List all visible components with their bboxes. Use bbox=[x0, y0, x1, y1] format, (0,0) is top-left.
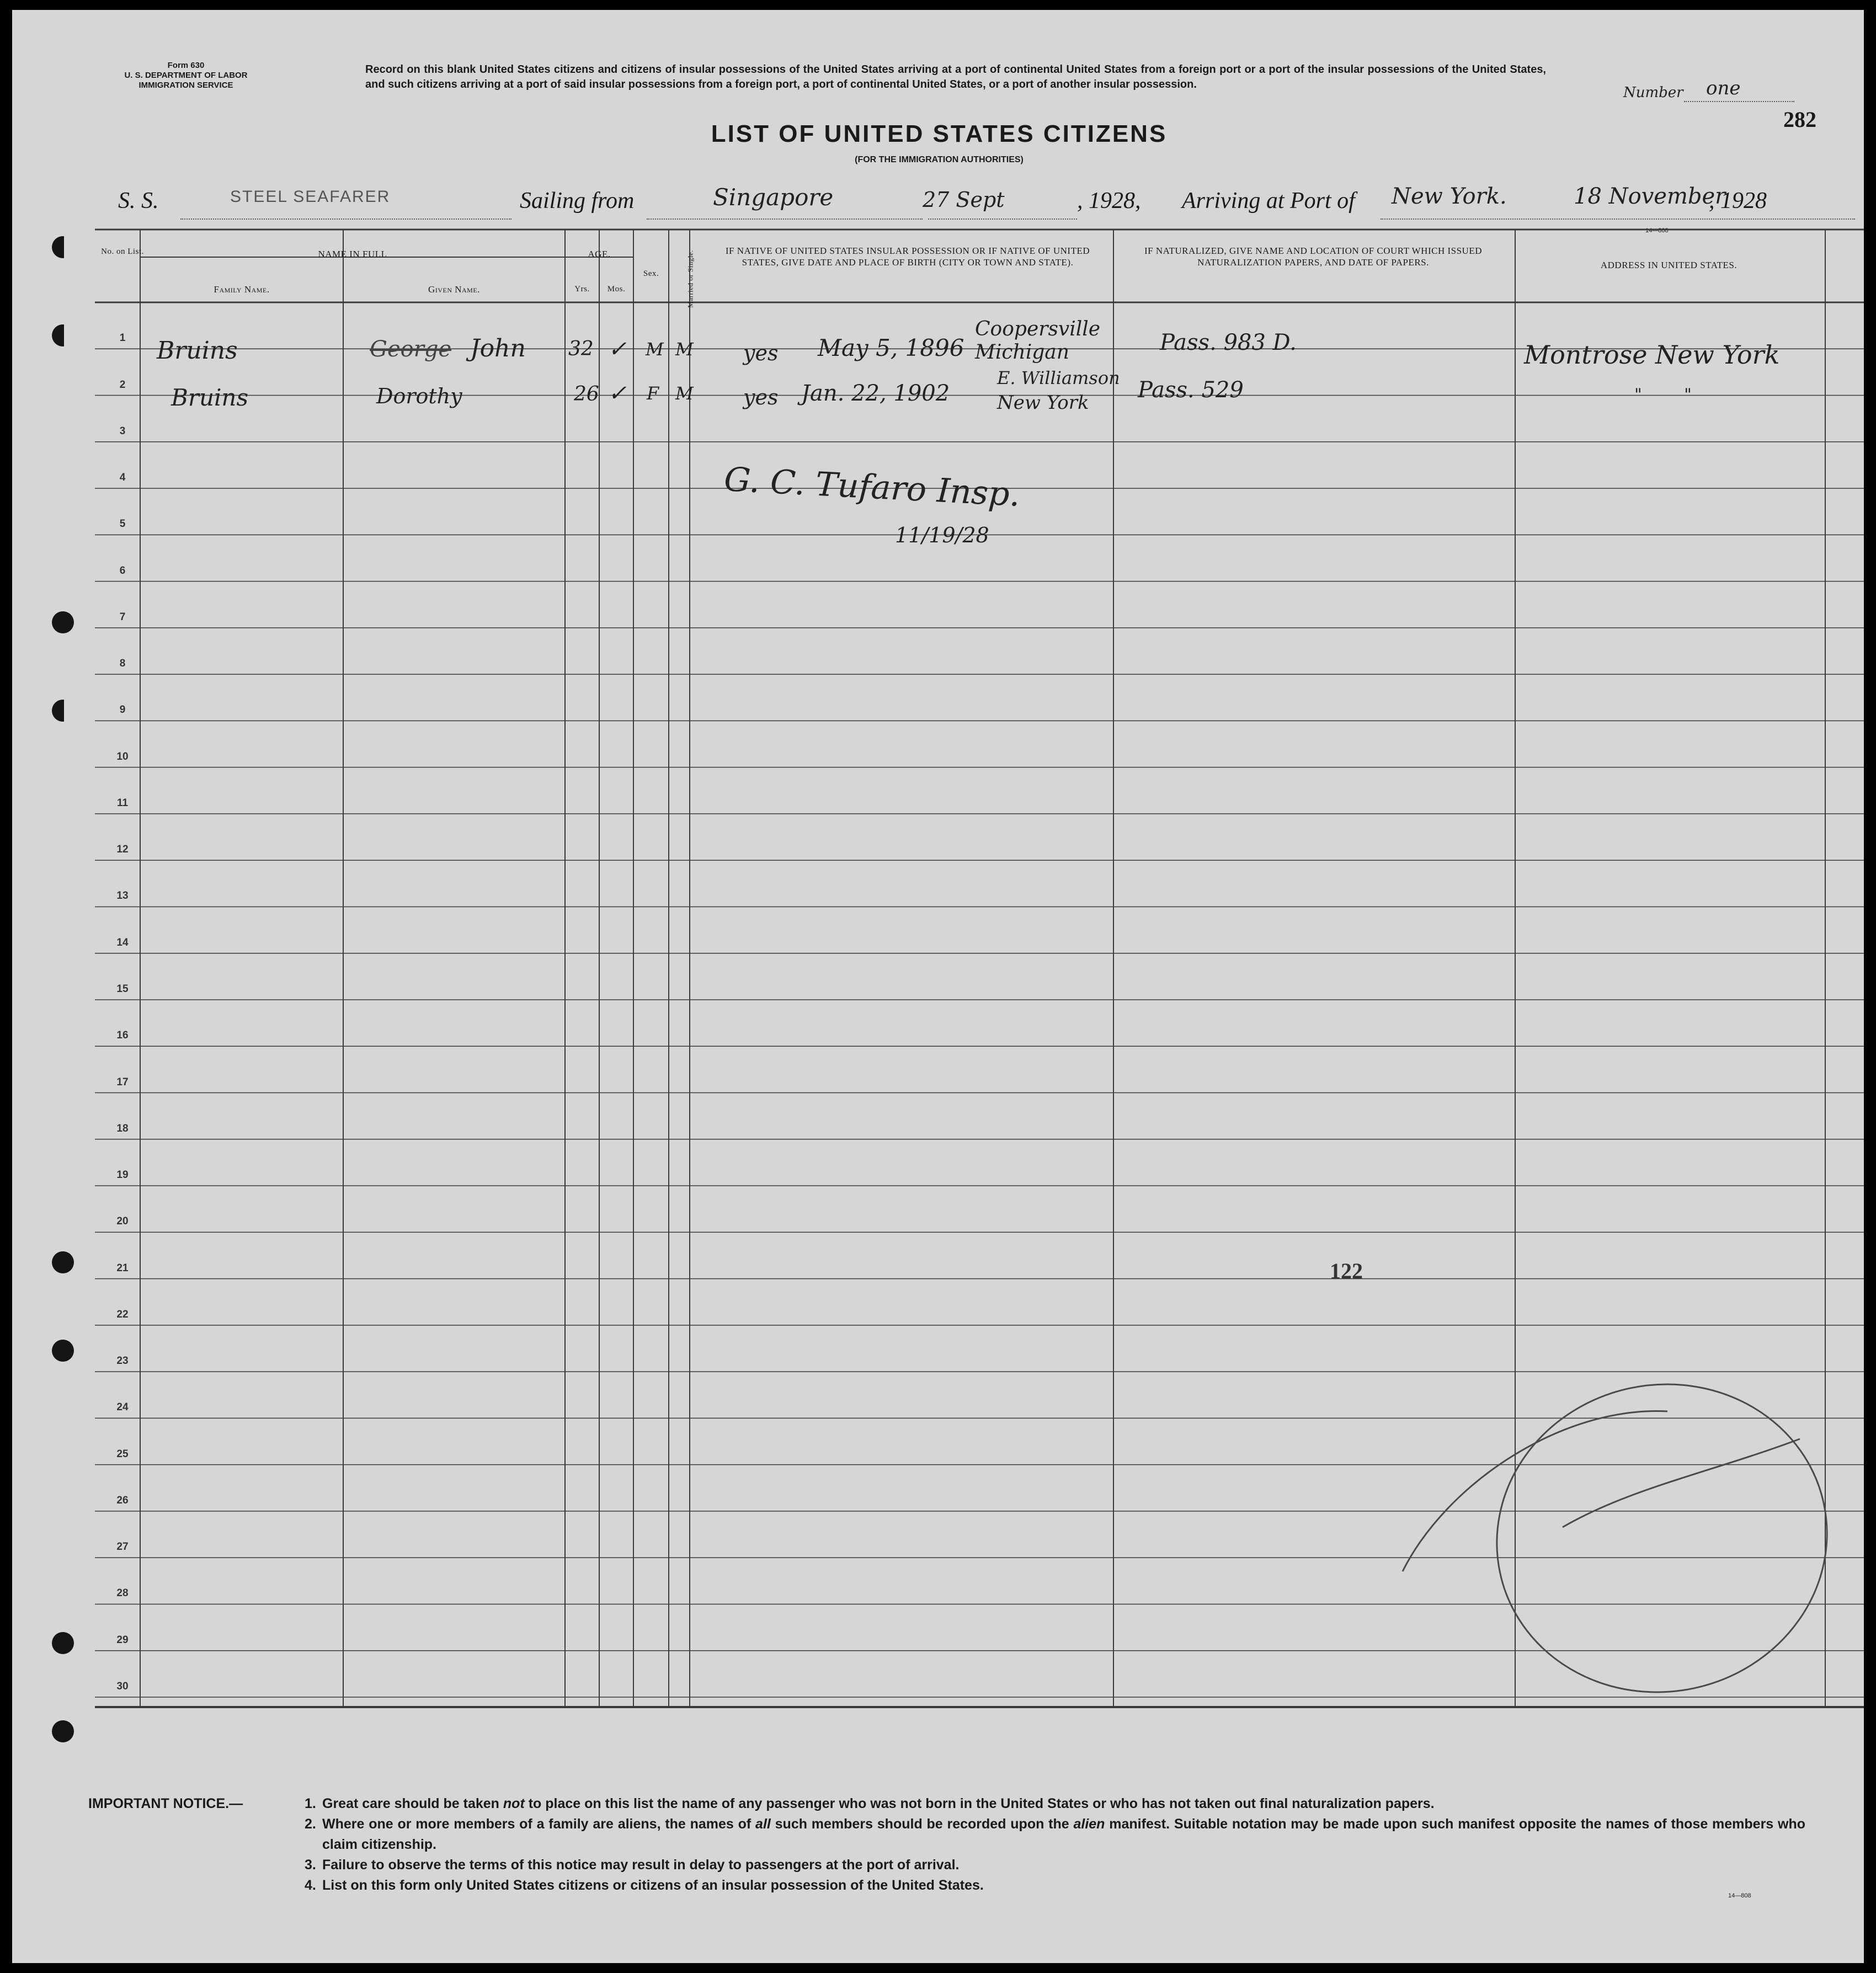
sailing-date: 27 Sept bbox=[923, 188, 1005, 212]
entry-1-sex: M bbox=[646, 339, 664, 360]
notice-item-2 bbox=[305, 1814, 1805, 1855]
row-number: 26 bbox=[116, 1494, 129, 1506]
instructions-text: Record on this blank United States citizens and citizens of insular possessions of the United States arriving at a port of continental United States from a foreign port or a port of the insular possessions of the United States, and such citizens arriving at a port of said insular possessions from a foreign port, a port of continental United States, or a port of another insular possession. bbox=[365, 63, 1546, 90]
row-number: 21 bbox=[116, 1262, 129, 1274]
header-yrs: Yrs. bbox=[574, 285, 590, 294]
notice-emphasis: all bbox=[755, 1816, 771, 1832]
number-value: one bbox=[1706, 77, 1741, 99]
entry-1-birth-place-city: Coopersville bbox=[975, 318, 1101, 340]
entry-1-marital: M bbox=[675, 339, 694, 360]
notice-text: manifest. Suitable notation may be made upon such manifest opposite the names of those members who claim citizenship. bbox=[322, 1816, 1805, 1852]
notice-item-text bbox=[322, 1814, 1805, 1855]
number-label: Number bbox=[1623, 84, 1683, 101]
notice-item-4 bbox=[305, 1875, 1805, 1896]
print-code-top: 14—808 bbox=[1645, 227, 1669, 234]
entry-2-birth-date: Jan. 22, 1902 bbox=[801, 381, 950, 406]
arriving-date: 18 November bbox=[1574, 184, 1726, 209]
sailing-from-label: Sailing from bbox=[520, 188, 635, 214]
notice-item-number: 3. bbox=[305, 1857, 316, 1873]
row-number: 12 bbox=[116, 844, 129, 856]
row-number: 23 bbox=[116, 1355, 129, 1367]
stamp-number: 122 bbox=[1330, 1259, 1363, 1283]
row-number: 13 bbox=[116, 890, 129, 902]
header-family-name: Family Name. bbox=[214, 284, 270, 295]
header-naturalized-info: IF NATURALIZED, GIVE NAME AND LOCATION OF COURT WHICH ISSUED NATURALIZATION PAPERS, AND DATE OF PAPERS. bbox=[1144, 246, 1482, 268]
entry-2-native-yes: yes bbox=[743, 385, 779, 409]
notice-text: such members should be recorded upon the bbox=[770, 1816, 1074, 1832]
notice-list bbox=[305, 1794, 1805, 1896]
row-number: 6 bbox=[119, 564, 126, 577]
page-stamp: 282 bbox=[1783, 107, 1816, 132]
form-sheet bbox=[12, 10, 1864, 1963]
row-number: 10 bbox=[116, 750, 129, 762]
notice-label: IMPORTANT NOTICE.— bbox=[88, 1796, 243, 1811]
ss-label: S. S. bbox=[118, 188, 159, 214]
row-number: 18 bbox=[116, 1122, 129, 1134]
notice-item-text: List on this form only United States citizens or citizens of an insular possession of the United States. bbox=[322, 1878, 984, 1893]
notice-item-text bbox=[322, 1794, 1435, 1814]
row-number: 19 bbox=[116, 1169, 129, 1181]
row-number: 15 bbox=[116, 983, 129, 995]
entry-2-family-name: Bruins bbox=[171, 384, 249, 411]
arriving-port: New York. bbox=[1392, 184, 1507, 209]
page-subtitle: (FOR THE IMMIGRATION AUTHORITIES) bbox=[855, 155, 1024, 164]
row-number: 9 bbox=[119, 704, 126, 716]
notice-emphasis: alien bbox=[1073, 1816, 1105, 1832]
row-number: 20 bbox=[116, 1215, 129, 1228]
entry-1-birth-place-state: Michigan bbox=[975, 341, 1069, 364]
sailing-year: , 1928, bbox=[1077, 188, 1141, 214]
row-number: 30 bbox=[116, 1681, 129, 1692]
entry-2-years: 26 bbox=[574, 383, 599, 406]
header-age: AGE. bbox=[588, 249, 611, 259]
row-number: 16 bbox=[116, 1030, 129, 1042]
department-name: U. S. DEPARTMENT OF LABOR bbox=[124, 71, 248, 80]
notice-item-1 bbox=[305, 1794, 1805, 1814]
row-number: 7 bbox=[119, 611, 126, 623]
notice-text: Where one or more members of a family are aliens, the names of bbox=[322, 1816, 756, 1832]
entry-2-address: " " bbox=[1634, 385, 1692, 404]
ship-name: STEEL SEAFARER bbox=[230, 188, 391, 206]
row-number: 14 bbox=[116, 936, 129, 948]
entry-1-address: Montrose New York bbox=[1524, 340, 1780, 370]
entry-1-months: ✓ bbox=[608, 337, 627, 362]
row-number: 25 bbox=[116, 1448, 129, 1460]
print-code-bottom: 14—808 bbox=[1728, 1892, 1751, 1899]
inspector-signature: G. C. Tufaro Insp. bbox=[723, 460, 1021, 515]
notice-item-number: 1. bbox=[305, 1796, 316, 1811]
notice-item-number: 4. bbox=[305, 1878, 316, 1893]
notice-text: Great care should be taken bbox=[322, 1796, 503, 1811]
header-mos: Mos. bbox=[607, 285, 626, 294]
entry-1-birth-date: May 5, 1896 bbox=[818, 334, 964, 361]
row-number: 17 bbox=[116, 1076, 129, 1088]
entry-1-given-name: John bbox=[470, 334, 526, 362]
entry-2-months: ✓ bbox=[608, 381, 627, 406]
header-sex: Sex. bbox=[643, 269, 659, 278]
header-given-name: Given Name. bbox=[428, 284, 480, 295]
notice-emphasis: not bbox=[503, 1796, 525, 1811]
row-number: 8 bbox=[119, 658, 126, 670]
entry-1-native-yes: yes bbox=[743, 341, 779, 365]
row-number: 28 bbox=[116, 1587, 129, 1599]
row-number: 5 bbox=[119, 518, 126, 530]
entry-1-naturalized: Pass. 983 D. bbox=[1160, 330, 1297, 355]
row-number: 27 bbox=[116, 1541, 129, 1553]
entry-2-sex: F bbox=[647, 383, 659, 404]
row-number: 24 bbox=[116, 1401, 129, 1414]
row-number: 22 bbox=[116, 1308, 129, 1320]
notice-item-text: Failure to observe the terms of this notice may result in delay to passengers at the port of arrival. bbox=[322, 1857, 960, 1873]
notice-text: to place on this list the name of any passenger who was not born in the United States or who has not taken out final naturalization papers. bbox=[524, 1796, 1435, 1811]
row-number: 29 bbox=[116, 1634, 129, 1646]
arriving-year: , 1928 bbox=[1709, 188, 1767, 214]
form-number: Form 630 bbox=[167, 61, 205, 70]
page-title: LIST OF UNITED STATES CITIZENS bbox=[711, 120, 1168, 147]
entry-2-marital: M bbox=[675, 383, 694, 404]
sailing-from-value: Singapore bbox=[713, 184, 834, 211]
pencil-circle-mark bbox=[1381, 1362, 1844, 1715]
entry-2-birth-place-city: E. Williamson bbox=[997, 367, 1120, 388]
row-number: 4 bbox=[119, 472, 126, 484]
entry-1-years: 32 bbox=[568, 338, 594, 360]
header-name-in-full: NAME IN FULL bbox=[318, 249, 387, 259]
entry-2-birth-place-state: New York bbox=[997, 392, 1089, 414]
notice-item-number: 2. bbox=[305, 1816, 316, 1832]
inspector-signature-date: 11/19/28 bbox=[895, 523, 989, 547]
row-number: 11 bbox=[116, 797, 129, 809]
entry-2-given-name: Dorothy bbox=[376, 384, 462, 408]
entry-1-family-name: Bruins bbox=[157, 337, 238, 365]
entry-1-given-struck: George bbox=[370, 337, 452, 362]
row-number: 1 bbox=[119, 332, 126, 344]
notice-item-3 bbox=[305, 1855, 1805, 1875]
row-number: 2 bbox=[119, 378, 126, 391]
header-address: ADDRESS IN UNITED STATES. bbox=[1600, 260, 1738, 270]
service-name: IMMIGRATION SERVICE bbox=[138, 81, 233, 90]
header-no-on-list: No. on List. bbox=[101, 247, 144, 256]
arriving-label: Arriving at Port of bbox=[1182, 188, 1355, 214]
entry-2-naturalized: Pass. 529 bbox=[1138, 377, 1244, 403]
header-married-single: Married or Single. bbox=[686, 250, 695, 308]
header-native-info: IF NATIVE OF UNITED STATES INSULAR POSSESSION OR IF NATIVE OF UNITED STATES, GIVE DATE AND PLACE OF BIRTH (CITY OR TOWN AND STATE). bbox=[725, 246, 1090, 268]
row-number: 3 bbox=[119, 425, 126, 437]
